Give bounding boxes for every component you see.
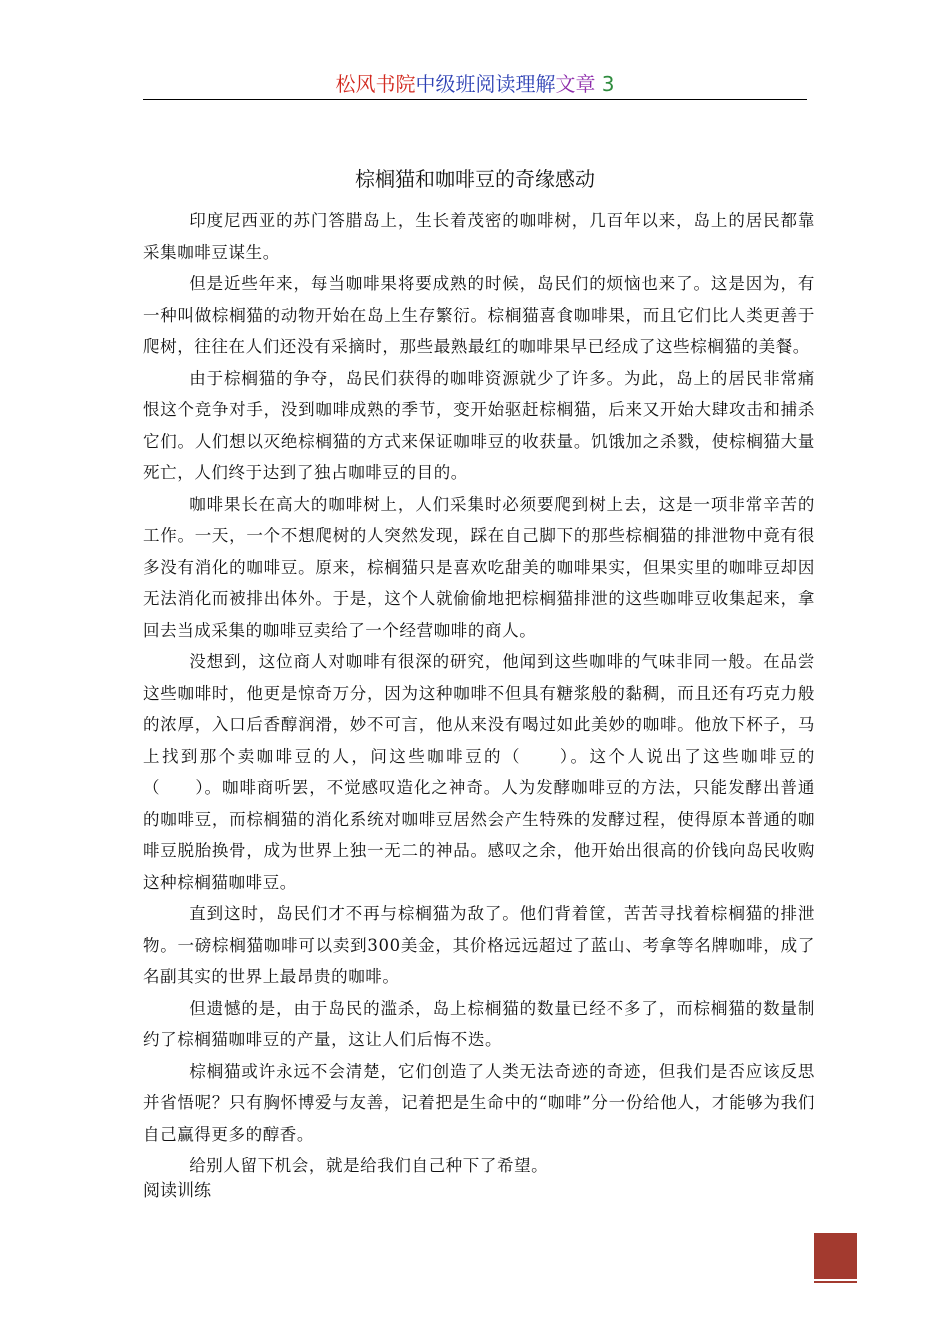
paragraph: 直到这时，岛民们才不再与棕榈猫为敌了。他们背着筐，苦苦寻找着棕榈猫的排泄物。一磅棕榈猫咖啡可以卖到300美金，其价格远远超过了蓝山、考拿等名牌咖啡，成了名副其实的世界上最昂贵的咖啡。: [143, 904, 815, 986]
page-header: [0, 70, 950, 98]
paragraph: 给别人留下机会，就是给我们自己种下了希望。: [189, 1156, 549, 1175]
article-body: [143, 205, 815, 1182]
header-school: 松风书院: [335, 72, 416, 96]
paragraph: 但是近些年来，每当咖啡果将要成熟的时候，岛民们的烦恼也来了。这是因为，有一种叫做棕榈猫的动物开始在岛上生存繁衍。棕榈猫喜食咖啡果，而且它们比人类更善于爬树，往往在人们还没有采摘时，那些最熟最红的咖啡果早已经成了这些棕榈猫的美餐。: [143, 274, 815, 356]
paragraph: 但遗憾的是，由于岛民的滥杀，岛上棕榈猫的数量已经不多了，而棕榈猫的数量制约了棕榈猫咖啡豆的产量，这让人们后悔不迭。: [143, 998, 815, 1049]
paragraph: 棕榈猫或许永远不会清楚，它们创造了人类无法奇迹的奇迹，但我们是否应该反思并省悟呢？只有胸怀博爱与友善，记着把是生命中的“咖啡”分一份给他人，才能够为我们自己赢得更多的醇香。: [143, 1061, 815, 1144]
corner-decoration-line: [814, 1281, 857, 1283]
corner-decoration: [814, 1233, 857, 1279]
article-title: 棕榈猫和咖啡豆的奇缘感动: [355, 167, 595, 191]
header-article: 文章: [555, 72, 596, 96]
paragraph: 咖啡果长在高大的咖啡树上，人们采集时必须要爬到树上去，这是一项非常辛苦的工作。一天，一个不想爬树的人突然发现，踩在自己脚下的那些棕榈猫的排泄物中竟有很多没有消化的咖啡豆。原来，棕榈猫只是喜欢吃甜美的咖啡果实，但果实里的咖啡豆却因无法消化而被排出体外。于是，这个人就偷偷地把棕榈猫排泄的这些咖啡豆收集起来，拿回去当成采集的咖啡豆卖给了一个经营咖啡的商人。: [143, 494, 815, 640]
paragraph: 印度尼西亚的苏门答腊岛上，生长着茂密的咖啡树，几百年以来，岛上的居民都靠采集咖啡豆谋生。: [143, 211, 815, 262]
paragraph: 由于棕榈猫的争夺，岛民们获得的咖啡资源就少了许多。为此，岛上的居民非常痛恨这个竞争对手，没到咖啡成熟的季节，变开始驱赶棕榈猫，后来又开始大肆攻击和捕杀它们。人们想以灭绝棕榈猫的方式来保证咖啡豆的收获量。饥饿加之杀戮，使棕榈猫大量死亡，人们终于达到了独占咖啡豆的目的。: [143, 368, 815, 482]
paragraph: 没想到，这位商人对咖啡有很深的研究，他闻到这些咖啡的气味非同一般。在品尝这些咖啡时，他更是惊奇万分，因为这种咖啡不但具有糖浆般的黏稠，而且还有巧克力般的浓厚，入口后香醇润滑，妙不可言，他从来没有喝过如此美妙的咖啡。他放下杯子，马上找到那个卖咖啡豆的人，问这些咖啡豆的（ ）。这个人说出了这些咖啡豆的（ ）。咖啡商听罢，不觉感叹造化之神奇。人为发酵咖啡豆的方法，只能发酵出普通的咖啡豆，而棕榈猫的消化系统对咖啡豆居然会产生特殊的发酵过程，使得原本普通的咖啡豆脱胎换骨，成为世界上独一无二的神品。感叹之余，他开始出很高的价钱向岛民收购这种棕榈猫咖啡豆。: [143, 652, 815, 892]
header-course: 中级班阅读理解: [415, 72, 556, 96]
header-divider: [143, 99, 807, 100]
header-number: 3: [595, 72, 615, 96]
section-label: 阅读训练: [143, 1181, 211, 1201]
